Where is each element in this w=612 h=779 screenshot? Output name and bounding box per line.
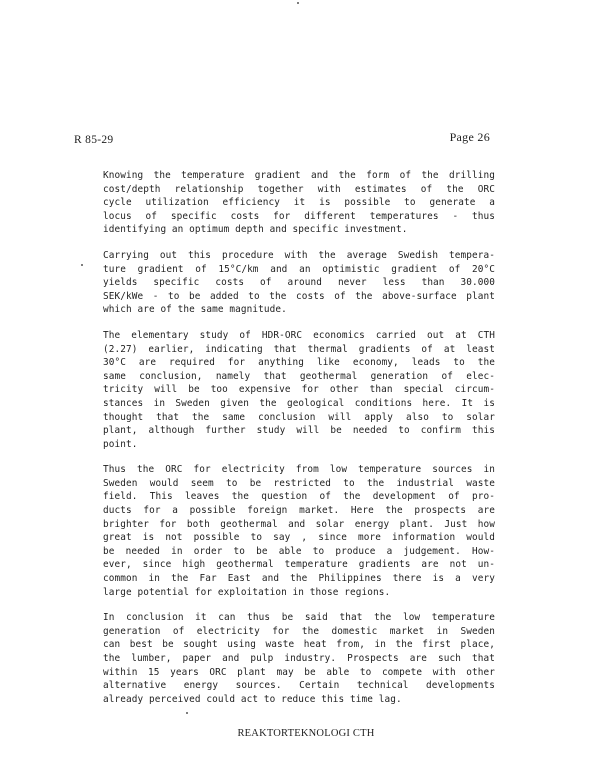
- report-id: R 85-29: [74, 134, 114, 146]
- text-line: locus of specific costs for different temperatures - thus: [103, 210, 495, 222]
- text-line: the lumber, paper and pulp industry. Prospects are such that: [103, 653, 495, 664]
- paragraph: [103, 249, 495, 317]
- text-line: Thus the ORC for electricity from low temperature sources in: [103, 464, 495, 476]
- text-line: yields specific costs of around never less than 30.000: [103, 277, 495, 289]
- text-line: be needed in order to be able to produce a judgement. How-: [103, 545, 495, 557]
- paragraph: [103, 169, 495, 237]
- text-line: within 15 years ORC plant may be able to compete with other: [103, 666, 495, 678]
- text-line: SEK/kWe - to be added to the costs of the above-surface plant: [103, 290, 495, 302]
- footer-institution: REAKTORTEKNOLOGI CTH: [237, 728, 375, 739]
- paragraph: [103, 611, 495, 706]
- text-line: alternative energy sources. Certain technical developments: [103, 680, 495, 692]
- text-line: generation of electricity for the domestic market in Sweden: [103, 625, 495, 637]
- text-line: ducts for a possible foreign market. Here the prospects are: [103, 505, 495, 517]
- text-line: 30°C are required for anything like economy, leads to the: [103, 357, 495, 369]
- text-line: Sweden would seem to be restricted to the industrial waste: [103, 477, 495, 489]
- text-line: In conclusion it can thus be said that the low temperature: [103, 612, 495, 624]
- text-line: (2.27) earlier, indicating that thermal gradients of at least: [103, 343, 495, 355]
- text-line: ture gradient of 15°C/km and an optimistic gradient of 20°C: [103, 263, 495, 275]
- text-line: thought that the same conclusion will apply also to solar: [103, 411, 495, 423]
- text-line: cycle utilization efficiency it is possible to generate a: [103, 197, 495, 209]
- text-line: point.: [103, 438, 138, 450]
- text-line: field. This leaves the question of the development of pro-: [103, 491, 495, 503]
- text-line: identifying an optimum depth and specific investment.: [103, 224, 408, 236]
- text-line: brighter for both geothermal and solar energy plant. Just how: [103, 518, 495, 530]
- paragraph: [103, 463, 495, 599]
- text-line: plant, although further study will be needed to confirm this: [103, 425, 495, 437]
- text-line: large potential for exploitation in those regions.: [103, 586, 391, 598]
- text-line: same conclusion, namely that geothermal generation of elec-: [103, 370, 495, 382]
- text-line: common in the Far East and the Philippines there is a very: [103, 573, 495, 585]
- text-line: Knowing the temperature gradient and the form of the drilling: [103, 170, 495, 181]
- body-text: [103, 169, 495, 718]
- paragraph: [103, 329, 495, 451]
- text-line: ever, since high geothermal temperature gradients are not un-: [103, 559, 495, 571]
- text-line: which are of the same magnitude.: [103, 304, 287, 316]
- text-line: already perceived could act to reduce this time lag.: [103, 693, 402, 705]
- page-number: Page 26: [449, 130, 490, 144]
- text-line: tricity will be too expensive for other than special circum-: [103, 384, 495, 396]
- scan-speck: [297, 2, 299, 4]
- text-line: great is not possible to say , since more information would: [103, 532, 495, 544]
- text-line: The elementary study of HDR-ORC economics carried out at CTH: [103, 329, 495, 341]
- text-line: cost/depth relationship together with estimates of the ORC: [103, 183, 495, 195]
- text-line: stances in Sweden given the geological conditions here. It is: [103, 397, 495, 409]
- text-line: Carrying out this procedure with the average Swedish tempera-: [103, 249, 495, 261]
- scan-speck: [81, 264, 83, 266]
- text-line: can best be sought using waste heat from, in the first place,: [103, 639, 495, 651]
